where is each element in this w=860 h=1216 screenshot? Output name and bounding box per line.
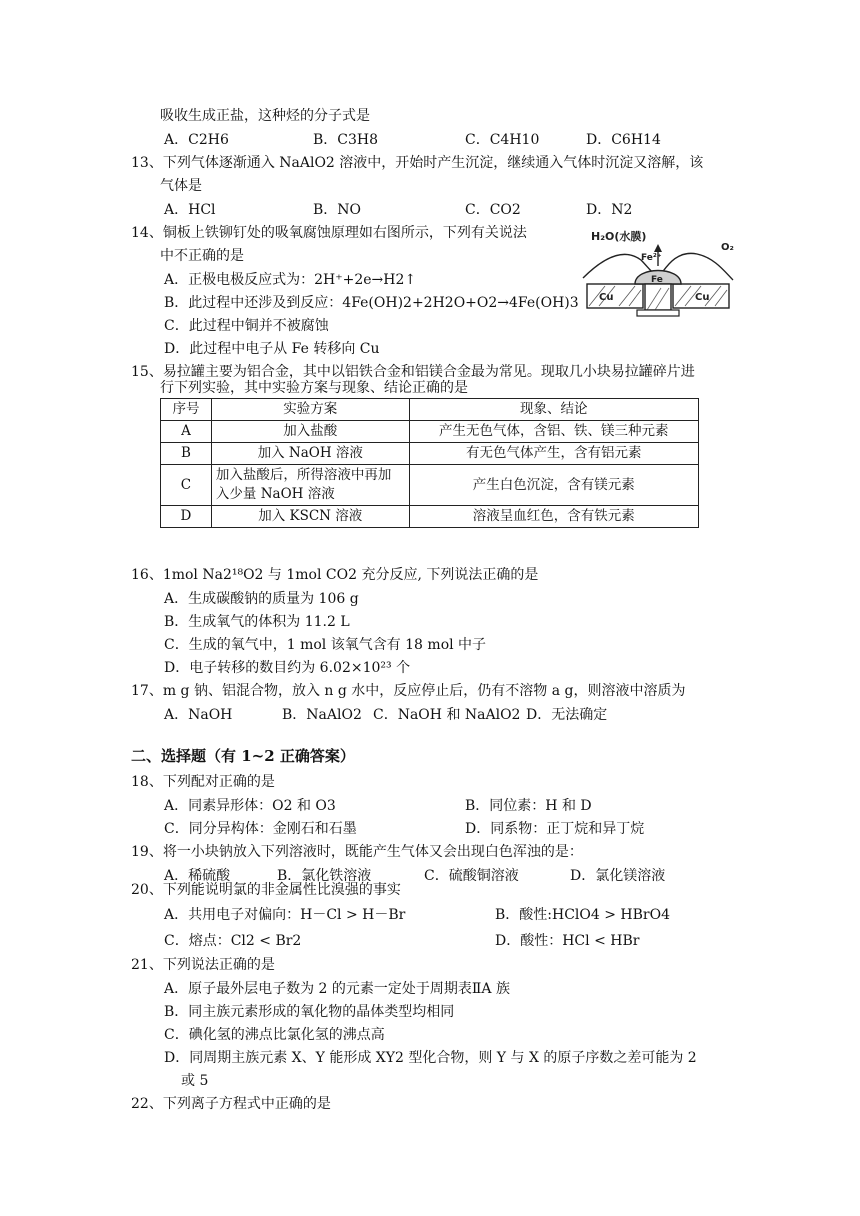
table-row [161,506,699,528]
q18-option-a: A．同素异形体：O2 和 O3 [164,798,336,814]
q17-option-a: A．NaOH [164,707,233,723]
row-a-plan: 加入盐酸 [211,421,409,443]
q15-stem-line2: 行下列实验，其中实验方案与现象、结论正确的是 [160,380,468,396]
q13-option-b: B．NO [313,202,362,218]
header-result: 现象、结论 [409,399,698,421]
q17-stem: 17、m g 钠、铝混合物，放入 n g 水中，反应停止后，仍有不溶物 a g，则溶液中溶质为 [131,683,686,699]
q14-option-c: C．此过程中铜并不被腐蚀 [164,318,329,334]
q21-stem: 21、下列说法正确的是 [131,957,275,973]
q14-stem-line2: 中不正确的是 [160,248,244,264]
row-b-id: B [161,443,212,465]
q20-option-c: C．熔点：Cl2 < Br2 [164,933,302,949]
row-c-plan: 加入盐酸后，所得溶液中再加入少量 NaOH 溶液 [211,465,409,506]
row-a-result: 产生无色气体，含铝、铁、镁三种元素 [409,421,698,443]
q12-option-a: A．C2H6 [164,132,229,148]
q12-option-d: D．C6H14 [586,132,661,148]
copper-plate-left [587,284,643,308]
q21-option-d-cont: 或 5 [181,1073,209,1089]
q12-stem: 吸收生成正盐，这种烃的分子式是 [160,108,370,124]
row-c-result: 产生白色沉淀，含有镁元素 [409,465,698,506]
q13-stem-line2: 气体是 [160,178,202,194]
q19-option-a: A．稀硫酸 [164,868,231,884]
experiment-table [160,398,699,528]
label-o2: O₂ [721,242,734,253]
corrosion-diagram [575,226,740,318]
table-row [161,465,699,506]
q16-option-d: D．电子转移的数目约为 6.02×10²³ 个 [164,660,411,676]
q13-option-a: A．HCl [164,202,216,218]
q14-option-a: A．正极电极反应式为：2H⁺+2e→H2↑ [164,272,417,288]
q21-option-c: C．碘化氢的沸点比氯化氢的沸点高 [164,1027,385,1043]
q22-stem: 22、下列离子方程式中正确的是 [131,1096,331,1112]
row-a-id: A [161,421,212,443]
q19-option-b: B．氯化铁溶液 [277,868,372,884]
label-cu-left: Cu [599,292,614,303]
label-fe2plus: Fe²⁺ [641,253,662,263]
row-c-id: C [161,465,212,506]
q13-option-c: C．CO2 [465,202,521,218]
header-plan: 实验方案 [211,399,409,421]
q16-option-c: C．生成的氧气中，1 mol 该氧气含有 18 mol 中子 [164,637,487,653]
q14-option-d: D．此过程中电子从 Fe 转移向 Cu [164,341,380,357]
q18-option-c: C．同分异构体：金刚石和石墨 [164,821,357,837]
row-b-plan: 加入 NaOH 溶液 [211,443,409,465]
q18-option-b: B．同位素：H 和 D [465,798,592,814]
q19-option-d: D．氯化镁溶液 [570,868,666,884]
q17-option-d: D．无法确定 [526,707,608,723]
rivet-bottom [637,310,679,316]
label-fe: Fe [651,275,663,285]
q20-option-d: D．酸性：HCl < HBr [495,933,640,949]
q21-option-d: D．同周期主族元素 X、Y 能形成 XY2 型化合物，则 Y 与 X 的原子序数之差可能为 2 [164,1050,697,1066]
q19-option-c: C．硫酸铜溶液 [424,868,519,884]
q20-stem: 20、下列能说明氯的非金属性比溴强的事实 [131,882,401,898]
label-cu-right: Cu [695,292,710,303]
q15-stem-line1: 15、易拉罐主要为铝合金，其中以铝铁合金和铝镁合金最为常见。现取几小块易拉罐碎片进 [131,364,695,380]
q20-option-a: A．共用电子对偏向：H－Cl > H－Br [164,907,406,923]
q17-option-b: B．NaAlO2 [282,707,362,723]
q18-stem: 18、下列配对正确的是 [131,774,275,790]
q18-option-d: D．同系物：正丁烷和异丁烷 [465,821,645,837]
q14-option-b: B．此过程中还涉及到反应：4Fe(OH)2+2H2O+O2→4Fe(OH)3 [164,295,579,311]
q13-option-d: D．N2 [586,202,633,218]
q16-option-a: A．生成碳酸钠的质量为 106 g [164,591,359,607]
iron-rivet-shank [645,284,671,310]
row-d-plan: 加入 KSCN 溶液 [211,506,409,528]
row-b-result: 有无色气体产生，含有铝元素 [409,443,698,465]
q19-stem: 19、将一小块钠放入下列溶液时，既能产生气体又会出现白色浑浊的是： [131,844,583,860]
table-row [161,421,699,443]
q20-option-b: B．酸性:HClO4 > HBrO4 [495,907,670,923]
table-header-row [161,399,699,421]
q21-option-b: B．同主族元素形成的氧化物的晶体类型均相同 [164,1004,455,1020]
row-d-result: 溶液呈血红色，含有铁元素 [409,506,698,528]
q12-option-b: B．C3H8 [313,132,379,148]
q16-stem: 16、1mol Na2¹⁸O2 与 1mol CO2 充分反应, 下列说法正确的是 [131,567,539,583]
q21-option-a: A．原子最外层电子数为 2 的元素一定处于周期表ⅡA 族 [164,981,510,997]
q12-option-c: C．C4H10 [465,132,540,148]
q16-option-b: B．生成氧气的体积为 11.2 L [164,614,350,630]
q13-stem-line1: 13、下列气体逐渐通入 NaAlO2 溶液中，开始时产生沉淀，继续通入气体时沉淀又溶解，该 [131,155,704,171]
section-2-title: 二、选择题（有 1~2 正确答案） [131,747,355,765]
q17-option-c: C．NaOH 和 NaAlO2 [373,707,521,723]
q14-stem-line1: 14、铜板上铁铆钉处的吸氧腐蚀原理如右图所示，下列有关说法 [131,225,527,241]
row-d-id: D [161,506,212,528]
label-water-film: H₂O(水膜) [591,230,647,243]
table-row [161,443,699,465]
header-id: 序号 [161,399,212,421]
